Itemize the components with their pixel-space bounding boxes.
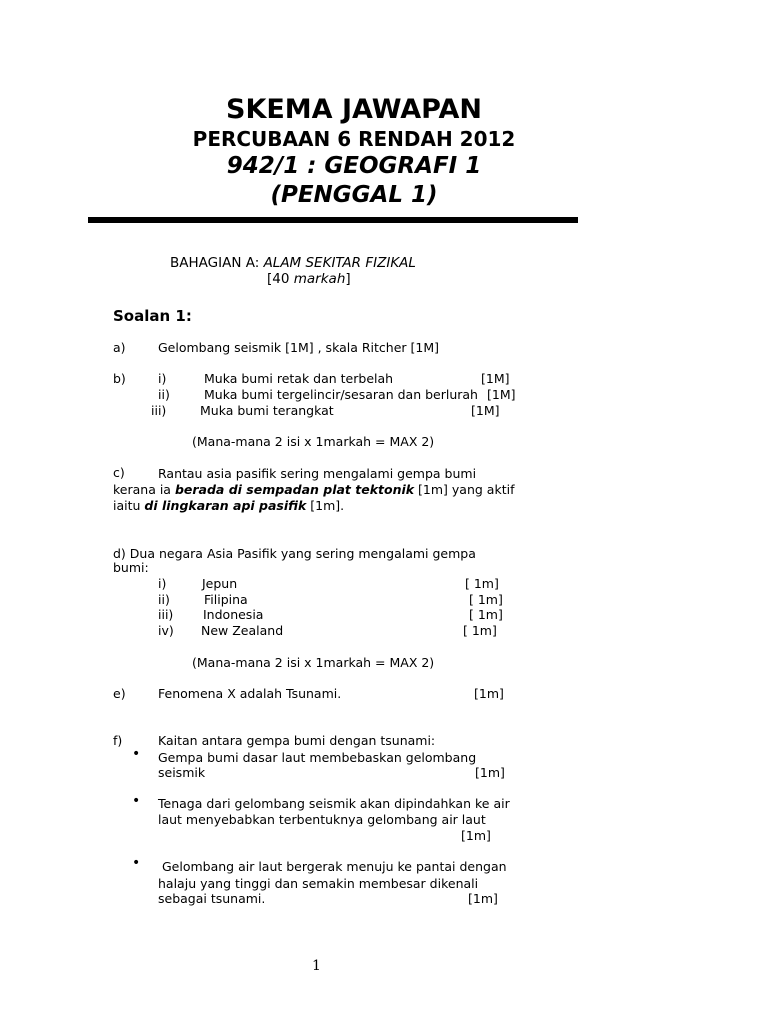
part-e-mark: [1m] bbox=[474, 686, 504, 701]
part-e-answer: Fenomena X adalah Tsunami. bbox=[158, 686, 342, 701]
part-c-label: c) bbox=[113, 465, 125, 480]
part-b-note: (Mana-mana 2 isi x 1markah = MAX 2) bbox=[192, 434, 435, 449]
bullet-icon: • bbox=[132, 746, 141, 762]
document-subtitle: PERCUBAAN 6 RENDAH 2012 bbox=[192, 127, 516, 151]
part-f-bullet-3-line-2: halaju yang tinggi dan semakin membesar dikenali bbox=[158, 876, 479, 891]
paper-code: 942/1 : GEOGRAFI 1 bbox=[226, 153, 482, 179]
part-f-bullet-1-line-2: seismik bbox=[158, 765, 206, 780]
part-c-text: kerana ia bbox=[113, 482, 175, 497]
question-heading: Soalan 1: bbox=[113, 307, 192, 325]
part-c-line-2 bbox=[113, 482, 514, 497]
part-d-text-2: Filipina bbox=[204, 592, 248, 607]
part-b-mark-1: [1M] bbox=[481, 371, 510, 386]
part-a-label: a) bbox=[113, 340, 126, 355]
bullet-icon: • bbox=[132, 855, 141, 871]
part-c-key-1: berada di sempadan plat tektonik bbox=[174, 482, 415, 497]
part-d-note: (Mana-mana 2 isi x 1markah = MAX 2) bbox=[192, 655, 435, 670]
part-f-bullet-1-line-1: Gempa bumi dasar laut membebaskan gelombang bbox=[158, 750, 477, 765]
part-d-num-3: iii) bbox=[158, 607, 174, 622]
marks-close: ] bbox=[345, 271, 351, 287]
part-b-text-2: Muka bumi tergelincir/sesaran dan berlurah bbox=[204, 387, 478, 402]
section-heading bbox=[170, 255, 416, 271]
part-d-text-4: New Zealand bbox=[201, 623, 284, 638]
section-marks bbox=[267, 271, 351, 287]
part-f-bullet-2-mark: [1m] bbox=[461, 828, 491, 843]
section-name: ALAM SEKITAR FIZIKAL bbox=[263, 255, 416, 271]
part-d-num-1: i) bbox=[158, 576, 167, 591]
marks-word: markah bbox=[293, 271, 346, 287]
part-d-text-3: Indonesia bbox=[203, 607, 264, 622]
part-d-mark-3: [ 1m] bbox=[469, 607, 503, 622]
part-c-text: [1m] yang aktif bbox=[414, 482, 515, 497]
part-b-label: b) bbox=[113, 371, 126, 386]
part-f-bullet-3-mark: [1m] bbox=[468, 891, 498, 906]
part-f-bullet-2-line-2: laut menyebabkan terbentuknya gelombang air laut bbox=[158, 812, 486, 827]
part-c-text: [1m]. bbox=[306, 498, 345, 513]
part-b-text-1: Muka bumi retak dan terbelah bbox=[204, 371, 394, 386]
part-c-line-3 bbox=[113, 498, 344, 513]
part-d-num-4: iv) bbox=[158, 623, 174, 638]
part-b-mark-3: [1M] bbox=[471, 403, 500, 418]
part-c-text: iaitu bbox=[113, 498, 145, 513]
part-d-num-2: ii) bbox=[158, 592, 170, 607]
part-f-bullet-3-line-3: sebagai tsunami. bbox=[158, 891, 266, 906]
document-title: SKEMA JAWAPAN bbox=[226, 94, 482, 125]
paper-term: (PENGGAL 1) bbox=[270, 182, 438, 208]
part-b-num-2: ii) bbox=[158, 387, 170, 402]
part-b-num-1: i) bbox=[158, 371, 167, 386]
part-e-label: e) bbox=[113, 686, 126, 701]
part-d-text-1: Jepun bbox=[202, 576, 238, 591]
part-a-answer: Gelombang seismik [1M] , skala Ritcher [1M] bbox=[158, 340, 440, 355]
part-d-line-2: bumi: bbox=[113, 560, 149, 575]
part-b-mark-2: [1M] bbox=[487, 387, 516, 402]
part-d-line-1: d) Dua negara Asia Pasifik yang sering mengalami gempa bbox=[113, 546, 476, 561]
part-c-key-2: di lingkaran api pasifik bbox=[144, 498, 307, 513]
part-d-mark-2: [ 1m] bbox=[469, 592, 503, 607]
part-f-label: f) bbox=[113, 733, 123, 748]
header-divider bbox=[88, 217, 578, 223]
section-label: BAHAGIAN A: bbox=[170, 255, 260, 271]
part-d-mark-4: [ 1m] bbox=[463, 623, 497, 638]
page-number: 1 bbox=[312, 958, 321, 974]
part-f-bullet-3-line-1: Gelombang air laut bergerak menuju ke pantai dengan bbox=[158, 859, 507, 874]
part-c-line-1: Rantau asia pasifik sering mengalami gempa bumi bbox=[158, 466, 477, 481]
part-b-text-3: Muka bumi terangkat bbox=[200, 403, 334, 418]
part-f-bullet-1-mark: [1m] bbox=[475, 765, 505, 780]
bullet-icon: • bbox=[132, 793, 141, 809]
part-d-mark-1: [ 1m] bbox=[465, 576, 499, 591]
part-b-num-3: iii) bbox=[151, 403, 167, 418]
part-f-bullet-2-line-1: Tenaga dari gelombang seismik akan dipindahkan ke air bbox=[158, 796, 510, 811]
marks-open: [40 bbox=[267, 271, 290, 287]
part-f-intro: Kaitan antara gempa bumi dengan tsunami: bbox=[158, 733, 436, 748]
